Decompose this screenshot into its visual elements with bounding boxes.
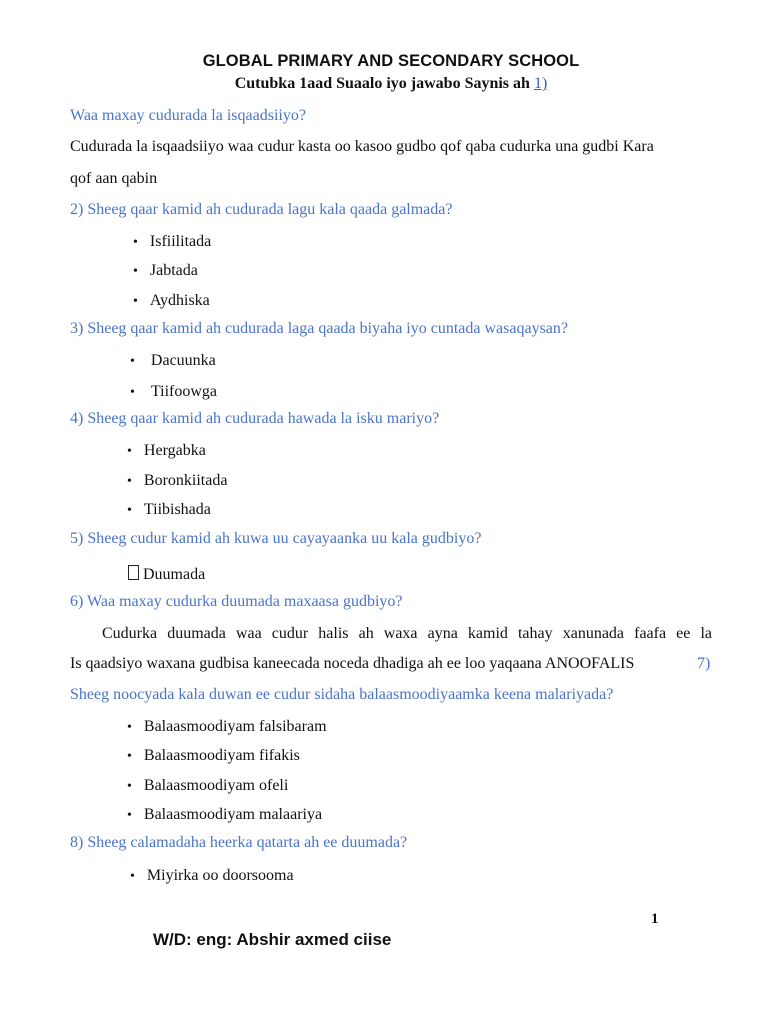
list-item-text: Dacuunka bbox=[150, 352, 216, 369]
subtitle-question-number[interactable]: 1) bbox=[533, 75, 548, 92]
question-1: Waa maxay cudurada la isqaadsiiyo? bbox=[70, 107, 306, 124]
list-item-text: Balaasmoodiyam fifakis bbox=[143, 747, 300, 764]
list-item bbox=[127, 501, 211, 519]
list-item-text: Balaasmoodiyam falsibaram bbox=[143, 718, 327, 735]
list-item bbox=[133, 262, 198, 280]
bullet-icon: • bbox=[130, 869, 135, 884]
list-item-text: Duumada bbox=[143, 566, 206, 583]
list-item-text: Hergabka bbox=[143, 442, 206, 459]
question-4: 4) Sheeg qaar kamid ah cudurada hawada la isku mariyo? bbox=[70, 410, 440, 427]
answer-6-line-1: Cudurka duumada waa cudur halis ah waxa ayna kamid tahay xanunada faafa ee la bbox=[102, 625, 712, 642]
list-item bbox=[127, 718, 327, 736]
answer-1-line-1: Cudurada la isqaadsiiyo waa cudur kasta oo kasoo gudbo qof qaba cudurka una gudbi Kara bbox=[70, 138, 654, 155]
bullet-icon: • bbox=[133, 235, 138, 250]
question-6: 6) Waa maxay cudurka duumada maxaasa gudbiyo? bbox=[70, 593, 403, 610]
question-7-number: 7) bbox=[697, 655, 711, 672]
list-item-text: Isfiilitada bbox=[149, 233, 212, 250]
list-item bbox=[130, 867, 294, 885]
list-item-text: Boronkiitada bbox=[143, 472, 228, 489]
bullet-icon: • bbox=[130, 354, 135, 369]
list-item bbox=[127, 472, 227, 490]
answer-6-line-2-text: Is qaadsiyo waxana gudbisa kaneecada noceda dhadiga ah ee loo yaqaana ANOOFALIS bbox=[70, 655, 635, 672]
bullet-icon: • bbox=[127, 749, 132, 764]
list-item bbox=[133, 233, 211, 251]
question-7: Sheeg noocyada kala duwan ee cudur sidaha balaasmoodiyaamka keena malariyada? bbox=[70, 686, 614, 703]
bullet-icon: • bbox=[130, 385, 135, 400]
bullet-icon: • bbox=[127, 503, 132, 518]
document-subtitle bbox=[0, 75, 768, 93]
list-item-text: Tiibishada bbox=[143, 501, 211, 518]
page-number: 1 bbox=[651, 911, 659, 927]
checkbox-glyph-icon bbox=[128, 565, 139, 580]
bullet-icon: • bbox=[133, 294, 138, 309]
subtitle-text: Cutubka 1aad Suaalo iyo jawabo Saynis ah bbox=[234, 75, 530, 92]
author-footer: W/D: eng: Abshir axmed ciise bbox=[153, 930, 392, 949]
list-item-text: Jabtada bbox=[149, 262, 198, 279]
bullet-icon: • bbox=[133, 264, 138, 279]
bullet-icon: • bbox=[127, 444, 132, 459]
bullet-icon: • bbox=[127, 474, 132, 489]
answer-6-line-2 bbox=[70, 655, 634, 673]
bullet-icon: • bbox=[127, 720, 132, 735]
document-title: GLOBAL PRIMARY AND SECONDARY SCHOOL bbox=[202, 52, 580, 70]
list-item-text: Aydhiska bbox=[149, 292, 210, 309]
question-2: 2) Sheeg qaar kamid ah cudurada lagu kala qaada galmada? bbox=[70, 201, 453, 218]
answer-1-line-2: qof aan qabin bbox=[70, 170, 158, 187]
question-3: 3) Sheeg qaar kamid ah cudurada laga qaada biyaha iyo cuntada wasaqaysan? bbox=[70, 320, 568, 337]
list-item bbox=[127, 442, 206, 460]
bullet-icon: • bbox=[127, 779, 132, 794]
list-item bbox=[127, 806, 322, 824]
list-item bbox=[130, 352, 216, 370]
bullet-icon: • bbox=[127, 808, 132, 823]
list-item-text: Balaasmoodiyam ofeli bbox=[143, 777, 289, 794]
list-item-text: Tiifoowga bbox=[150, 383, 217, 400]
list-item bbox=[130, 383, 217, 401]
question-8: 8) Sheeg calamadaha heerka qatarta ah ee duumada? bbox=[70, 834, 408, 851]
list-item bbox=[127, 747, 300, 765]
list-item bbox=[128, 565, 205, 584]
list-item bbox=[133, 292, 210, 310]
list-item-text: Miyirka oo doorsooma bbox=[146, 867, 294, 884]
list-item-text: Balaasmoodiyam malaariya bbox=[143, 806, 323, 823]
list-item bbox=[127, 777, 288, 795]
question-5: 5) Sheeg cudur kamid ah kuwa uu cayayaanka uu kala gudbiyo? bbox=[70, 530, 482, 547]
